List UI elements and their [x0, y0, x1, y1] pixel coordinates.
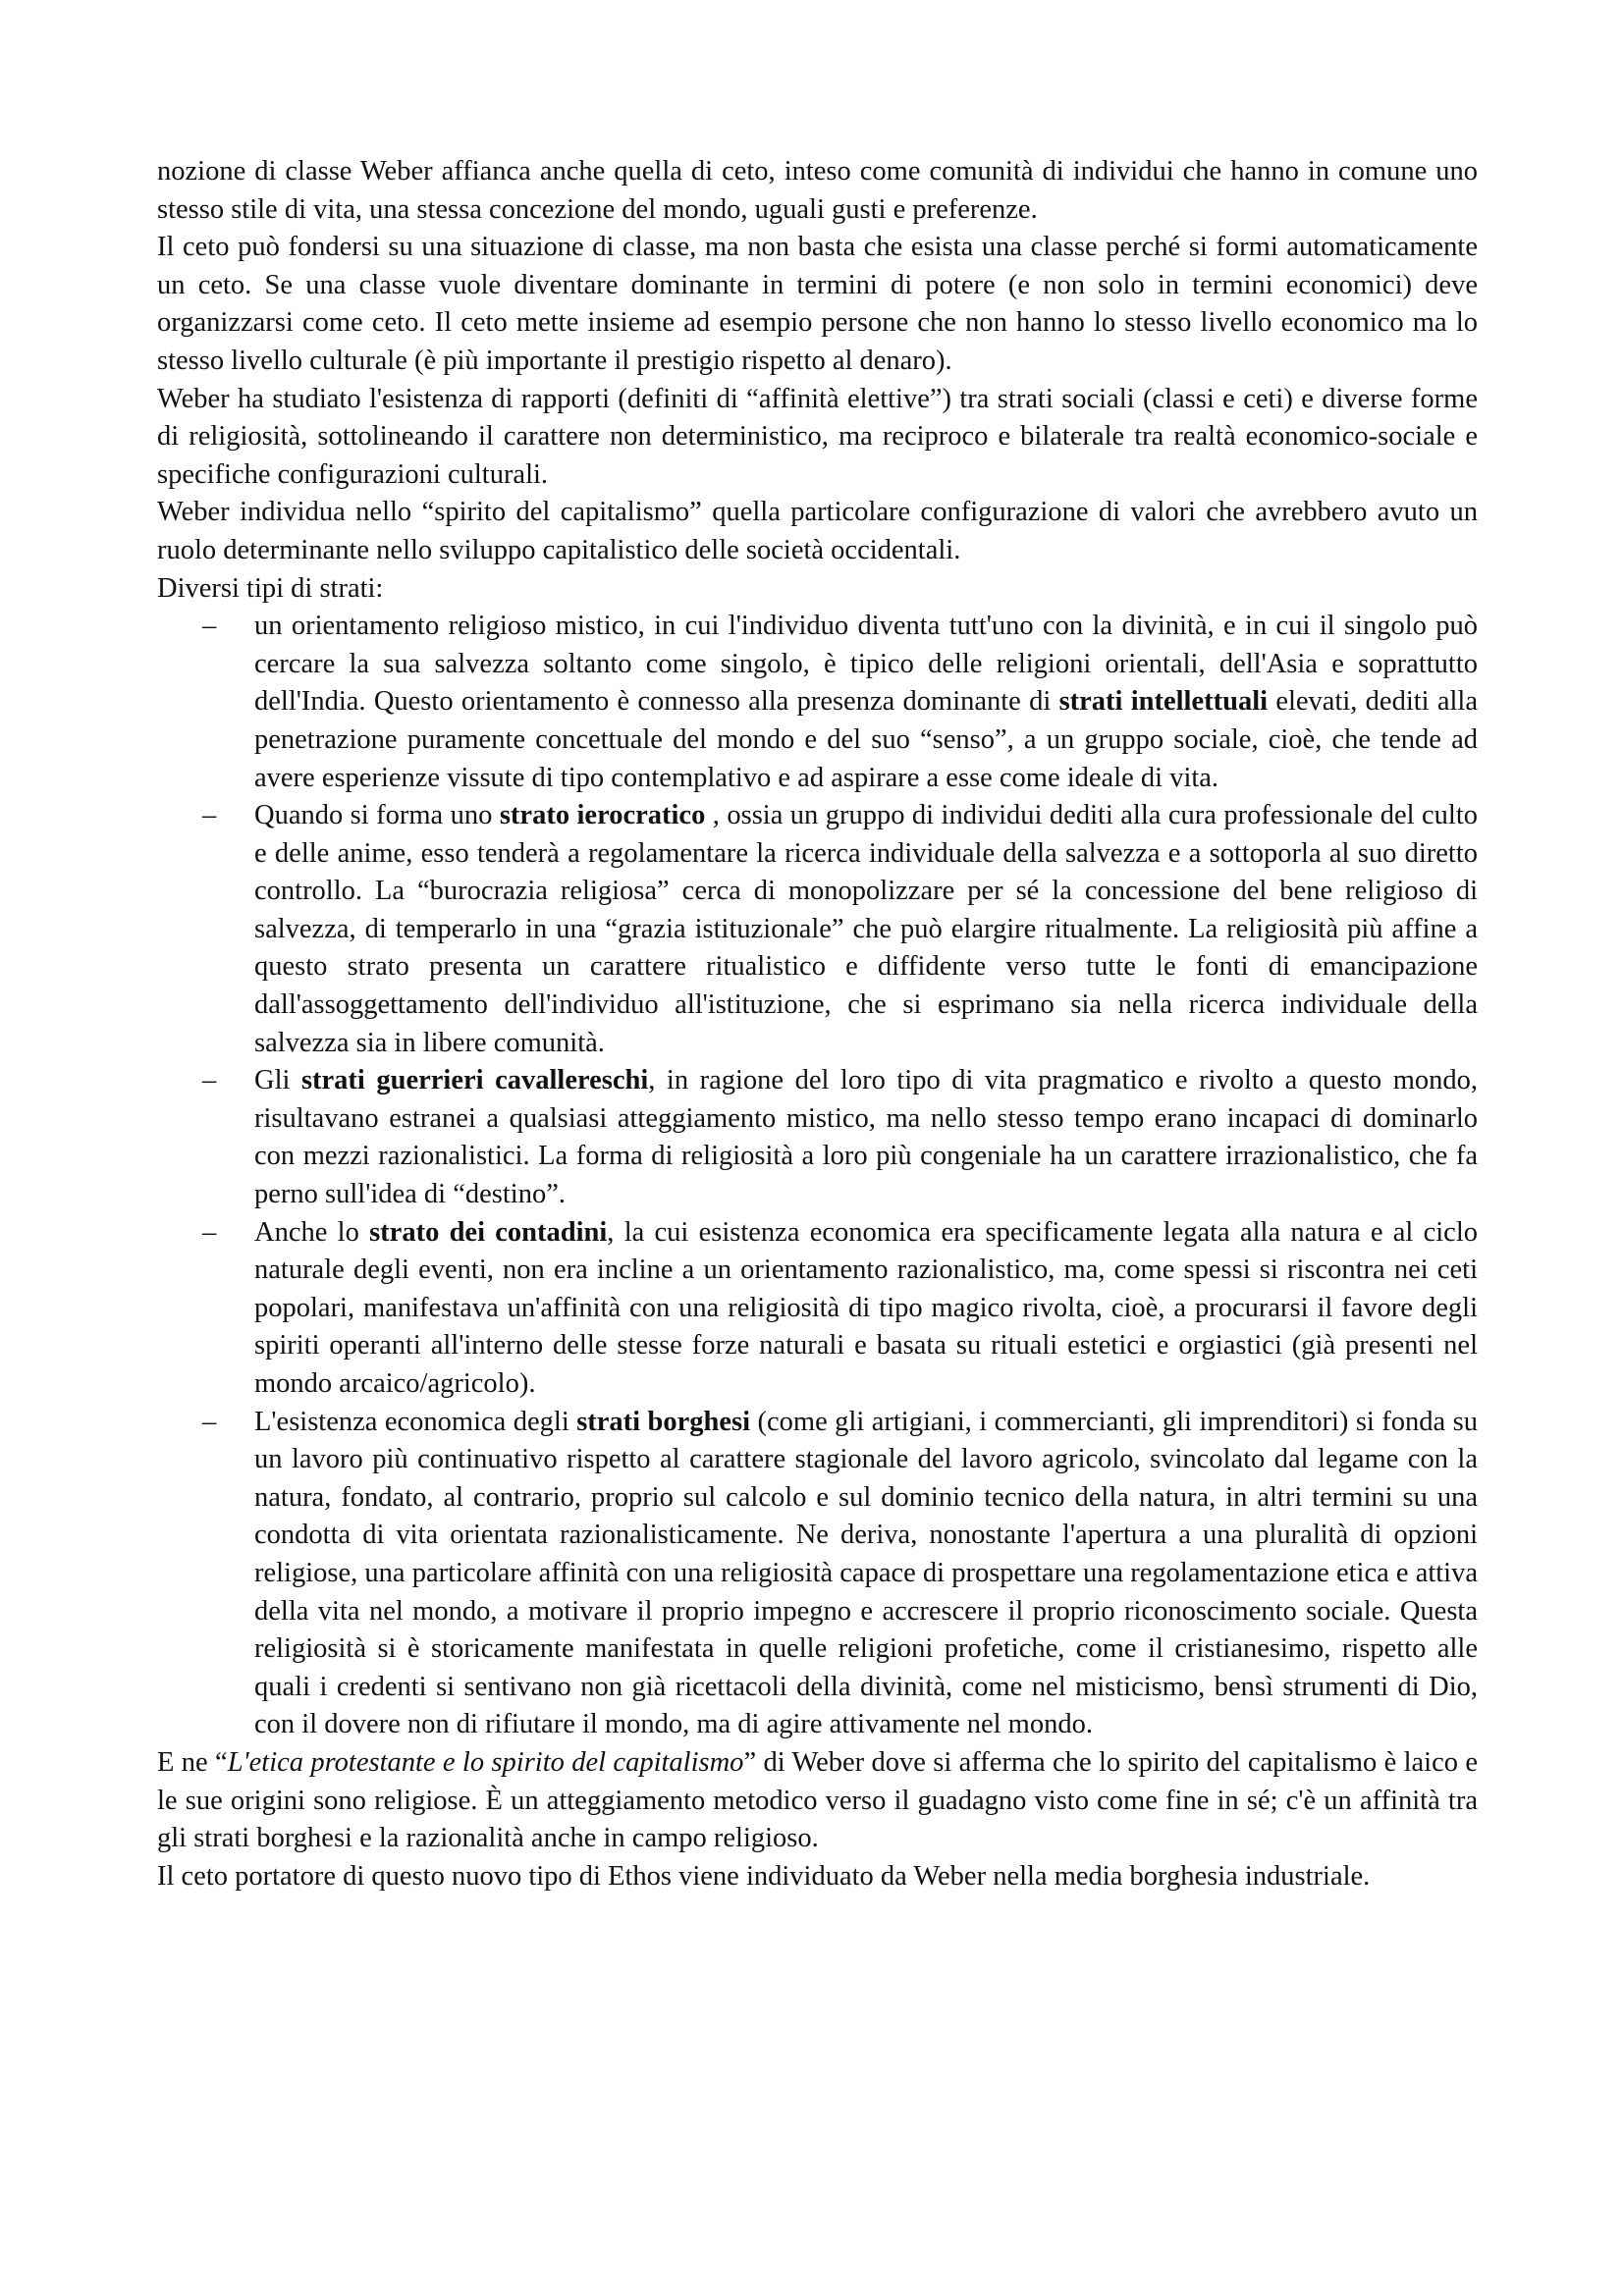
list-item: – un orientamento religioso mistico, in cui l'individuo diventa tutt'uno con la divinità, e in cui il singolo può cercare la sua salvezza soltanto come singolo, è tipico delle religioni orientali, dell'Asia e soprattutto dell'India. Questo orientamento è connesso alla presenza dominante di strati intellettuali elevati, dediti alla penetrazione puramente concettuale del mondo e del suo “senso”, a un gruppo sociale, cioè, che tende ad avere esperienze vissute di tipo contemplativo e ad aspirare a esse come ideale di vita.: [254, 608, 1478, 797]
dash-bullet: –: [202, 1406, 217, 1437]
paragraph-etica-protestante: E ne “L'etica protestante e lo spirito del capitalismo” di Weber dove si afferma che lo spirito del capitalismo è laico e le sue origini sono religiose. È un atteggiamento metodico verso il guadagno visto come fine in sé; c'è un affinità tra gli strati borghesi e la razionalità anche in campo religioso.: [157, 1746, 1479, 1854]
dash-bullet: –: [202, 800, 217, 831]
paragraph-ceto-classe: Il ceto può fondersi su una situazione di classe, ma non basta che esista una classe perché si formi automaticamente un ceto. Se una classe vuole diventare dominante in termini di potere (e non solo in termini economici) deve organizzarsi come ceto. Il ceto mette insieme ad esempio persone che non hanno lo stesso livello economico ma lo stesso livello culturale (è più importante il prestigio rispetto al denaro).: [157, 232, 1478, 376]
list-item: – Gli strati guerrieri cavallereschi, in ragione del loro tipo di vita pragmatico e rivolto a questo mondo, risultavano estranei a qualsiasi atteggiamento mistico, ma nello stesso tempo erano incapaci di dominarlo con mezzi razionalistici. La forma di religiosità a loro più congeniale ha un carattere irrazionalistico, che fa perno sull'idea di “destino”.: [254, 1062, 1478, 1213]
list-item: – L'esistenza economica degli strati borghesi (come gli artigiani, i commercianti, gli imprenditori) si fonda su un lavoro più continuativo rispetto al carattere stagionale del lavoro agricolo, svincolato dal legame con la natura, fondato, al contrario, proprio sul calcolo e sul dominio tecnico della natura, in altri termini su una condotta di vita orientata razionalisticamente. Ne deriva, nonostante l'apertura a una pluralità di opzioni religiose, una particolare affinità con una religiosità capace di prospettare una regolamentazione etica e attiva della vita nel mondo, a motivare il proprio impegno e accrescere il proprio riconoscimento sociale. Questa religiosità si è storicamente manifestata in quelle religioni profetiche, come il cristianesimo, rispetto alle quali i credenti si sentivano non già ricettacoli della divinità, come nel misticismo, bensì strumenti di Dio, con il dovere non di rifiutare il mondo, ma di agire attivamente nel mondo.: [254, 1404, 1478, 1744]
list-item: – Anche lo strato dei contadini, la cui esistenza economica era specificamente legata alla natura e al ciclo naturale degli eventi, non era incline a un orientamento razionalistico, ma, come spessi si riscontra nei ceti popolari, manifestava un'affinità con una religiosità di tipo magico rivolta, cioè, a procurarsi il favore degli spiriti operanti all'interno delle stesse forze naturali e basata su rituali estetici e orgiastici (già presenti nel mondo arcaico/agricolo).: [254, 1214, 1478, 1404]
book-title: L'etica protestante e lo spirito del capitalismo: [227, 1746, 744, 1778]
bold-term: strato dei contadini: [369, 1216, 608, 1248]
document-page: [157, 153, 1478, 1896]
bold-term: strati intellettuali: [1058, 686, 1269, 718]
bold-term: strato ierocratico: [499, 800, 706, 831]
dash-bullet: –: [202, 1216, 217, 1248]
paragraph-affinita-elettive: Weber ha studiato l'esistenza di rapporti (definiti di “affinità elettive”) tra strati sociali (classi e ceti) e diverse forme di religiosità, sottolineando il carattere non deterministico, ma reciproco e bilaterale tra realtà economico-sociale e specifiche configurazioni culturali.: [157, 383, 1478, 490]
list-item: – Quando si forma uno strato ierocratico , ossia un gruppo di individui dediti alla cura professionale del culto e delle anime, esso tenderà a regolamentare la ricerca individuale della salvezza e a sottoporla al suo diretto controllo. La “burocrazia religiosa” cerca di monopolizzare per sé la concessione del bene religioso di salvezza, di temperarlo in una “grazia istituzionale” che può elargire ritualmente. La religiosità più affine a questo strato presenta un carattere ritualistico e diffidente verso tutte le fonti di emancipazione dall'assoggettamento dell'individuo all'istituzione, che si esprimano sia nella ricerca individuale della salvezza sia in libere comunità.: [254, 797, 1478, 1062]
bold-term: strati guerrieri cavallereschi: [300, 1065, 649, 1096]
paragraph-ceto-definition: nozione di classe Weber affianca anche quella di ceto, inteso come comunità di individui che hanno in comune uno stesso stile di vita, una stessa concezione del mondo, uguali gusti e preferenze.: [157, 156, 1478, 225]
paragraph-spirito-capitalismo: Weber individua nello “spirito del capitalismo” quella particolare configurazione di valori che avrebbero avuto un ruolo determinante nello sviluppo capitalistico delle società occidentali.: [157, 497, 1478, 565]
dash-bullet: –: [202, 611, 217, 642]
dash-bullet: –: [202, 1065, 217, 1096]
paragraph-ceto-portatore: Il ceto portatore di questo nuovo tipo di Ethos viene individuato da Weber nella media borghesia industriale.: [157, 1860, 1371, 1892]
bold-term: strati borghesi: [576, 1406, 751, 1437]
paragraph-list-intro: Diversi tipi di strati:: [157, 572, 384, 604]
strati-list: [157, 608, 1478, 1744]
